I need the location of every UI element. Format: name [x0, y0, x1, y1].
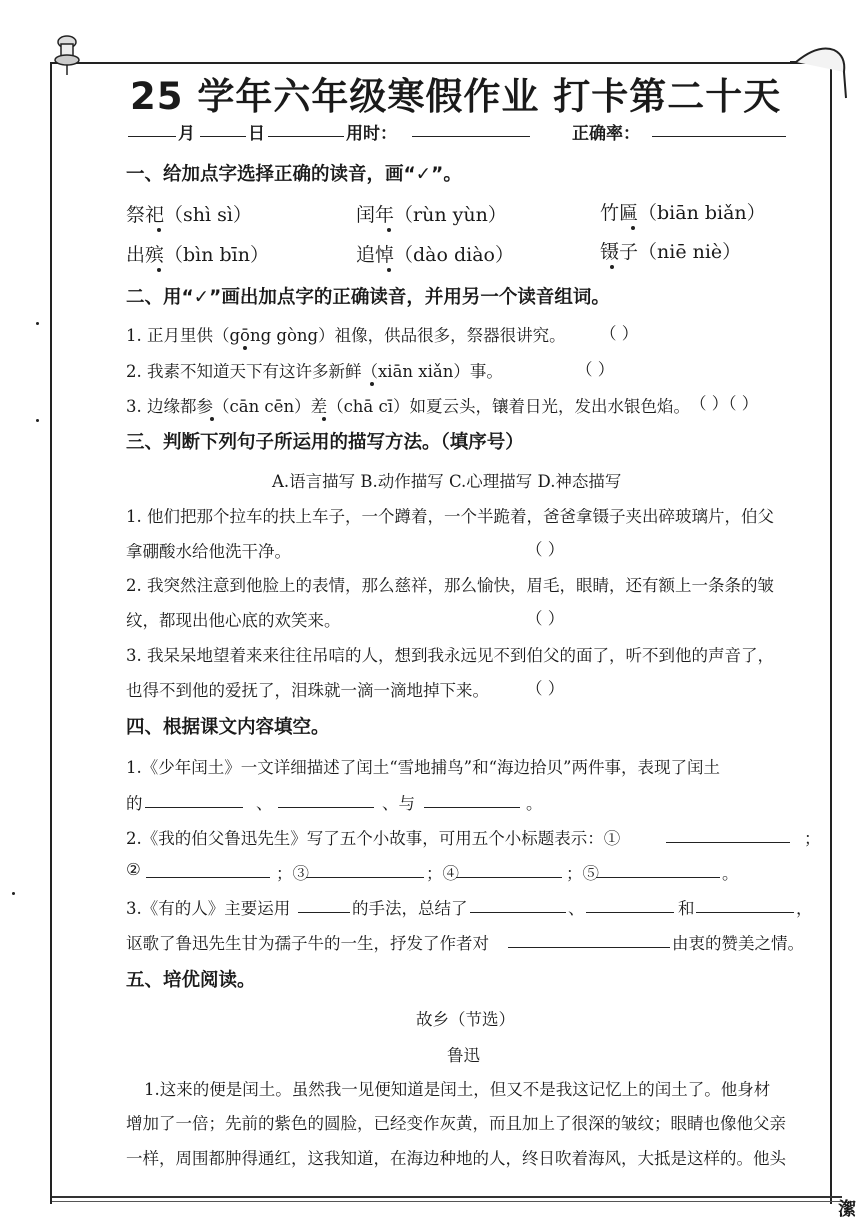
s4-q3-blank-4[interactable] — [696, 898, 794, 917]
page-border — [50, 62, 832, 1204]
s2-item-1: 1. 正月里供（gōng gòng）祖像，供品很多，祭器很讲究。 — [126, 326, 566, 345]
s1-item-3[interactable]: 竹匾（biān biǎn） — [600, 202, 766, 224]
s4-q3-mid: 的手法，总结了 — [352, 899, 468, 918]
bottom-border — [52, 1196, 842, 1202]
emphasis-dot — [370, 382, 374, 386]
s4-q3-blank-5[interactable] — [508, 933, 670, 952]
section5-heading: 五、培优阅读。 — [126, 970, 256, 991]
month-blank[interactable] — [128, 122, 176, 141]
s1-item-4[interactable]: 出殡（bìn bīn） — [126, 244, 269, 266]
time-blank[interactable] — [412, 122, 530, 141]
s1-item-2[interactable]: 闰年（rùn yùn） — [356, 204, 507, 226]
s4-q3-line2-end: 由衷的赞美之情。 — [672, 934, 804, 953]
scan-speck — [12, 892, 15, 895]
s2-answer-3[interactable]: （ ）（ ） — [690, 394, 759, 413]
s4-q2-blank-2[interactable] — [146, 863, 270, 882]
emphasis-dot — [157, 228, 161, 232]
reading-author: 鲁迅 — [447, 1046, 480, 1065]
s1-item-5[interactable]: 追悼（dào diào） — [356, 244, 514, 266]
emphasis-dot — [157, 268, 161, 272]
s3-q2-line2: 纹，都现出他心底的欢笑来。 — [126, 611, 341, 630]
emphasis-dot — [210, 417, 214, 421]
page-title: 25 学年六年级寒假作业 打卡第二十天 — [130, 75, 782, 118]
s4-q2-blank-5[interactable] — [596, 863, 720, 882]
day-label: 日 — [248, 124, 265, 144]
s2-item-3: 3. 边缘都参（cān cēn）差（chā cī）如夏云头，镶着日光，发出水银色焰。 — [126, 397, 691, 416]
s3-q3-line2: 也得不到他的爱抚了，泪珠就一滴一滴地掉下来。 — [126, 681, 489, 700]
section4-heading: 四、根据课文内容填空。 — [126, 717, 330, 738]
s4-q1-sep1: 、 — [256, 794, 273, 813]
s2-item-2: 2. 我素不知道天下有这许多新鲜（xiān xiǎn）事。 — [126, 362, 503, 381]
s3-options: A.语言描写 B.动作描写 C.心理描写 D.神态描写 — [272, 472, 622, 491]
s4-q2-label-3: ；③ — [276, 864, 309, 883]
emphasis-dot — [631, 226, 635, 230]
s4-q2-label-5: ；⑤ — [566, 864, 599, 883]
corner-mark: 㵖 — [838, 1199, 856, 1220]
s4-q3-sep2: 和 — [678, 899, 695, 918]
section1-heading: 一、给加点字选择正确的读音，画“✓”。 — [126, 164, 462, 185]
section2-heading: 二、用“✓”画出加点字的正确读音，并用另一个读音组词。 — [126, 287, 610, 308]
s3-q2-line1: 2. 我突然注意到他脸上的表情，那么慈祥，那么愉快，眉毛，眼睛，还有额上一条条的皱 — [126, 576, 774, 595]
s3-answer-2[interactable]: （ ） — [526, 609, 565, 628]
emphasis-dot — [243, 346, 247, 350]
s4-q1-blank-2[interactable] — [278, 793, 374, 812]
s4-q2-label-4: ；④ — [426, 864, 459, 883]
emphasis-dot — [322, 417, 326, 421]
emphasis-dot — [387, 228, 391, 232]
reading-title: 故乡（节选） — [416, 1010, 515, 1029]
s4-q2-line1: 2.《我的伯父鲁迅先生》写了五个小故事，可用五个小标题表示：① — [126, 829, 621, 848]
s4-q3-blank-3[interactable] — [586, 898, 674, 917]
s4-q3-sep1: 、 — [568, 899, 585, 918]
section3-heading: 三、判断下列句子所运用的描写方法。（填序号） — [126, 432, 524, 453]
s4-q3-line2-prefix: 讴歌了鲁迅先生甘为孺子牛的一生，抒发了作者对 — [126, 934, 489, 953]
s4-q1-sep2: 、与 — [382, 794, 415, 813]
reading-para-line2: 增加了一倍；先前的紫色的圆脸，已经变作灰黄，而且加上了很深的皱纹；眼睛也像他父亲 — [126, 1114, 786, 1133]
s4-q1-blank-1[interactable] — [145, 793, 243, 812]
s4-q2-end: ； — [804, 829, 821, 848]
s4-q1-end: 。 — [526, 794, 543, 813]
s3-answer-1[interactable]: （ ） — [526, 540, 565, 559]
s4-q2-blank-3[interactable] — [306, 863, 424, 882]
reading-para-line3: 一样，周围都肿得通红，这我知道，在海边种地的人，终日吹着海风，大抵是这样的。他头 — [126, 1149, 786, 1168]
s4-q2-label-2: ② — [126, 860, 141, 879]
s1-item-1[interactable]: 祭祀（shì sì） — [126, 204, 252, 226]
emphasis-dot — [387, 268, 391, 272]
scan-speck — [36, 419, 39, 422]
page-curl-icon — [788, 40, 848, 100]
s3-q3-line1: 3. 我呆呆地望着来来往往吊唁的人，想到我永远见不到伯父的面了，听不到他的声音了， — [126, 646, 774, 665]
s4-q2-blank-1[interactable] — [666, 828, 790, 847]
emphasis-dot — [610, 265, 614, 269]
s2-answer-1[interactable]: （ ） — [600, 324, 639, 343]
date-blank[interactable] — [268, 122, 344, 141]
month-label: 月 — [178, 124, 195, 144]
s1-item-6[interactable]: 镊子（niē niè） — [600, 241, 742, 263]
s3-answer-3[interactable]: （ ） — [526, 679, 565, 698]
s4-q1-line1: 1.《少年闰土》一文详细描述了闰土“雪地捕鸟”和“海边拾贝”两件事，表现了闰土 — [126, 758, 720, 777]
s4-q2-end2: 。 — [722, 864, 739, 883]
time-label: 用时： — [346, 124, 397, 144]
accuracy-label: 正确率： — [572, 124, 640, 144]
scan-speck — [36, 322, 39, 325]
s2-answer-2[interactable]: （ ） — [576, 360, 615, 379]
day-blank[interactable] — [200, 122, 246, 141]
s4-q3-blank-1[interactable] — [298, 898, 350, 917]
reading-para-line1: 1.这来的便是闰土。虽然我一见便知道是闰土，但又不是我这记忆上的闰土了。他身材 — [144, 1080, 771, 1099]
s4-q3-prefix: 3.《有的人》主要运用 — [126, 899, 291, 918]
accuracy-blank[interactable] — [652, 122, 786, 141]
s4-q3-blank-2[interactable] — [470, 898, 566, 917]
s4-q2-blank-4[interactable] — [456, 863, 562, 882]
pushpin-icon — [50, 32, 84, 76]
s4-q1-prefix: 的 — [126, 794, 143, 813]
s4-q3-end: ， — [796, 899, 813, 918]
s3-q1-line1: 1. 他们把那个拉车的扶上车子，一个蹲着，一个半跪着，爸爸拿镊子夹出碎玻璃片，伯父 — [126, 507, 774, 526]
s4-q1-blank-3[interactable] — [424, 793, 520, 812]
s3-q1-line2: 拿硼酸水给他洗干净。 — [126, 542, 291, 561]
